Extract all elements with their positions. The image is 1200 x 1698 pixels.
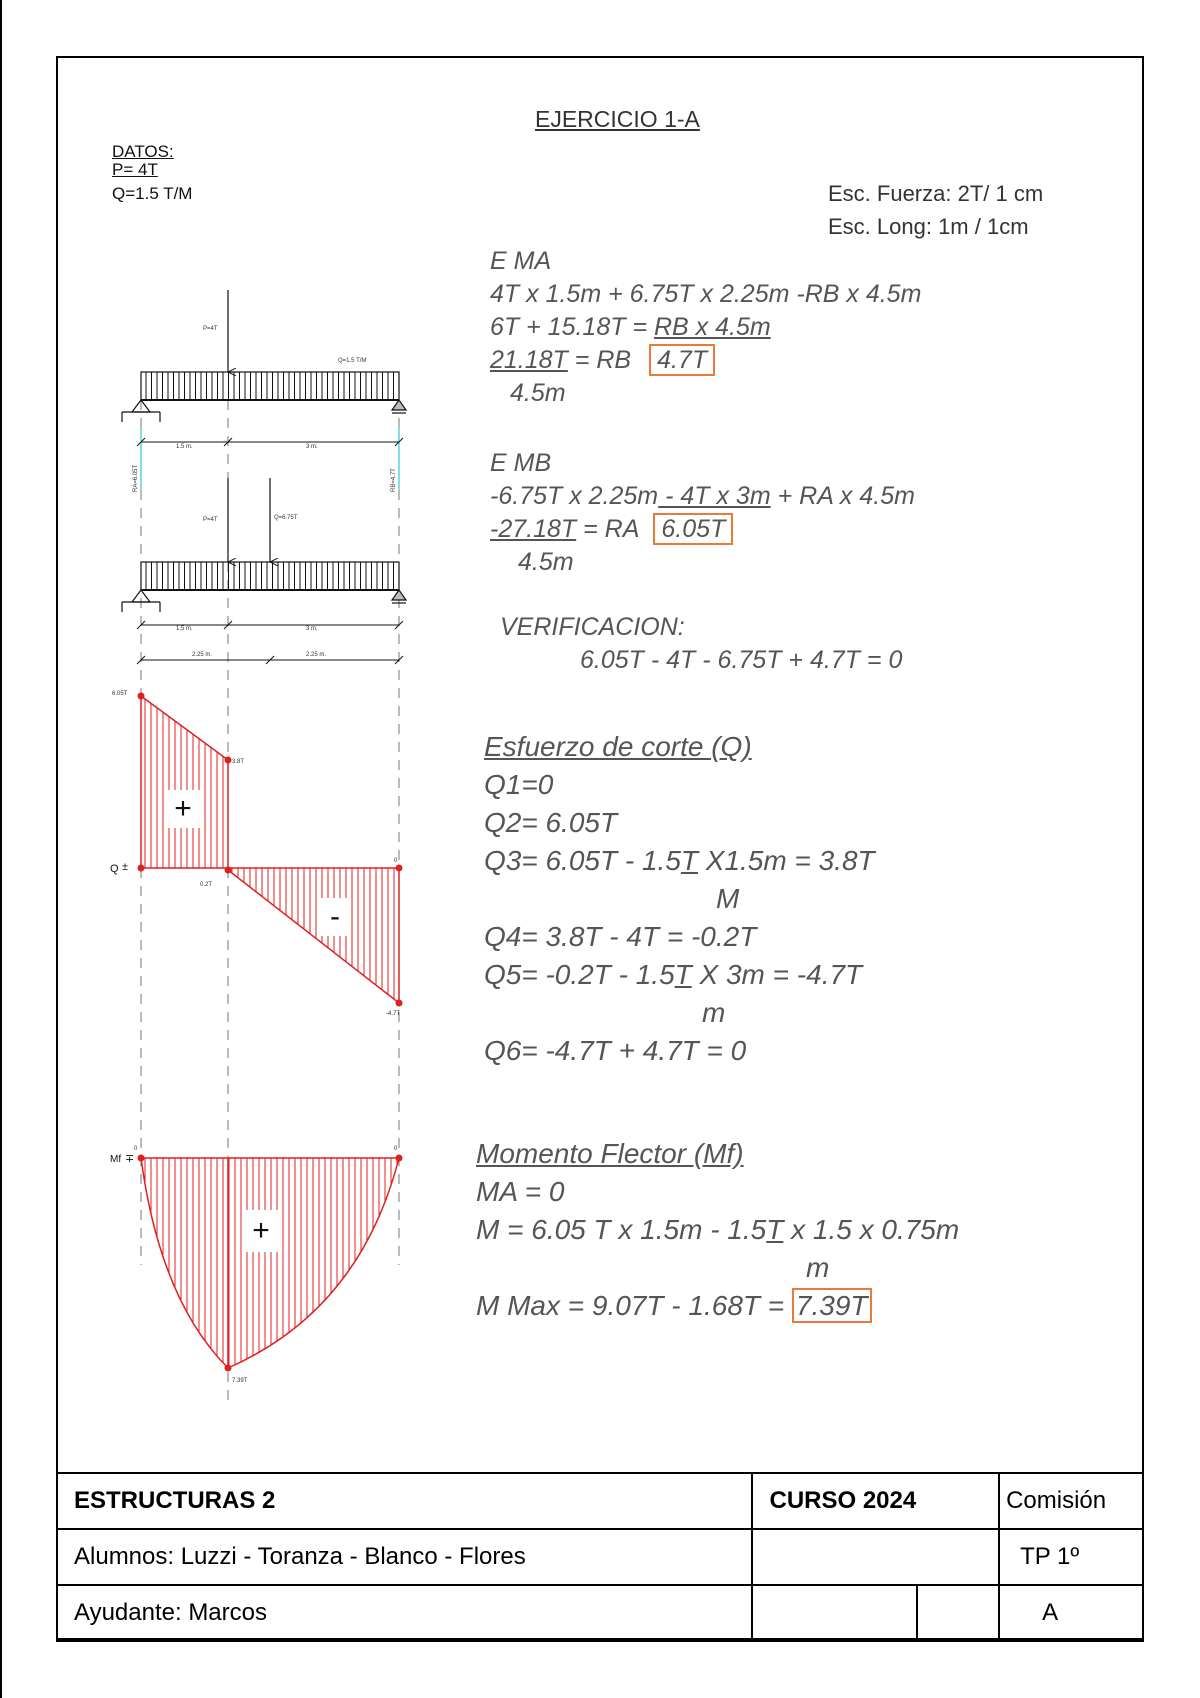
shear-axis-label: Q — [110, 863, 119, 875]
datos-p: P= 4T — [112, 160, 158, 179]
shear-q4: Q4= 3.8T - 4T = -0.2T — [484, 921, 757, 952]
shear-q5: Q5= -0.2T - 1.5T X 3m = -4.7T — [484, 959, 863, 990]
empty-cell-2 — [752, 1585, 917, 1641]
shear-outline — [141, 696, 399, 1003]
moment-m-unit: m — [806, 1252, 830, 1283]
shear-q3-unit: M — [716, 883, 740, 914]
dist-load-label: Q=1.5 T/M — [338, 358, 367, 364]
title-block — [56, 1472, 1144, 1642]
shear-q2: Q2= 6.05T — [484, 807, 618, 838]
emb-line1: -6.75T x 2.25m - 4T x 3m + RA x 4.5m — [490, 482, 915, 510]
dimension-1-5: 1.5 m. — [176, 444, 193, 450]
moment-heading: Momento Flector (Mf) — [476, 1138, 744, 1169]
resultant-load-label: Q=6.75T — [274, 515, 298, 521]
moment-ma: MA = 0 — [476, 1176, 565, 1207]
course-year: CURSO 2024 — [752, 1473, 999, 1529]
shear-label-0: 0 — [394, 858, 398, 864]
empty-cell-3 — [917, 1585, 999, 1641]
emb-heading: E MB — [490, 449, 552, 477]
moment-max: M Max = 9.07T - 1.68T = 7.39T — [476, 1287, 959, 1325]
dimension-3: 3 m. — [306, 444, 318, 450]
ema-line2: 6T + 15.18T = RB x 4.5m — [490, 313, 771, 341]
svg-text:±: ± — [122, 861, 129, 873]
exercise-title: EJERCICIO 1-A — [535, 106, 700, 132]
reaction-b-label: RB=4.7T — [391, 468, 397, 492]
shear-label-47: -4.7T — [386, 1011, 401, 1017]
point-load-label: P=4T — [203, 326, 218, 332]
shear-label-605: 6.05T — [112, 691, 128, 697]
scale-force: Esc. Fuerza: 2T/ 1 cm — [828, 181, 1044, 206]
moment-axis-label: Mf — [110, 1154, 122, 1165]
moment-diagram — [110, 1146, 403, 1384]
tp-number: TP 1º — [999, 1529, 1143, 1585]
course-name: ESTRUCTURAS 2 — [57, 1473, 752, 1529]
moment-label-0a: 0 — [134, 1146, 138, 1152]
moment-label-0b: 0 — [394, 1146, 398, 1152]
ra-result-box: 6.05T — [653, 513, 733, 545]
verification-equation: 6.05T - 4T - 6.75T + 4.7T = 0 — [580, 646, 903, 674]
students: Alumnos: Luzzi - Toranza - Blanco - Flores — [57, 1529, 752, 1585]
dimension-2-25-a: 2.25 m. — [192, 652, 213, 658]
ema-numerator: 21.18T — [490, 346, 568, 374]
group-letter: A — [999, 1585, 1143, 1641]
shear-positive-sign: + — [174, 792, 192, 825]
dimension-2-25-b: 2.25 m. — [306, 652, 327, 658]
dist-load-hatch — [146, 372, 394, 400]
emb-line2: -27.18T = RA 6.05T — [490, 513, 915, 546]
shear-q5-unit: m — [702, 997, 726, 1028]
emb-denominator: 4.5m — [518, 548, 574, 576]
datos-heading: DATOS: — [112, 142, 174, 161]
rb-result-box: 4.7T — [649, 344, 715, 376]
beam-1 — [122, 290, 406, 492]
shear-negative-sign: - — [330, 900, 340, 933]
shear-q6: Q6= -4.7T + 4.7T = 0 — [484, 1035, 747, 1066]
moment-curve — [141, 1158, 399, 1368]
dimension-1-5-b: 1.5 m. — [176, 626, 193, 632]
datos-q: Q=1.5 T/M — [112, 184, 193, 203]
beam-2 — [122, 478, 406, 664]
ema-denominator: 4.5m — [510, 379, 566, 407]
ema-heading: E MA — [490, 247, 552, 275]
ema-line1: 4T x 1.5m + 6.75T x 2.25m -RB x 4.5m — [490, 280, 922, 308]
shear-heading: Esfuerzo de corte (Q) — [484, 731, 752, 762]
shear-label-02: 0.2T — [200, 882, 213, 888]
shear-q1: Q1=0 — [484, 769, 554, 800]
moment-positive-sign: + — [252, 1214, 270, 1247]
support-b-2 — [392, 590, 406, 600]
shear-points — [138, 693, 403, 1007]
svg-text:∓: ∓ — [125, 1153, 135, 1165]
support-b — [392, 400, 406, 410]
point-load-label-2: P=4T — [203, 517, 218, 523]
emb-numerator: -27.18T — [490, 515, 577, 543]
assistant: Ayudante: Marcos — [57, 1585, 752, 1641]
moment-points — [138, 1155, 403, 1372]
ema-line3: 21.18T = RB 4.7T — [490, 344, 921, 377]
shear-diagram — [110, 690, 403, 1017]
mmax-result-box: 7.39T — [792, 1288, 872, 1323]
verification-heading: VERIFICACION: — [500, 613, 685, 641]
shear-label-38: 3.8T — [232, 759, 245, 765]
dimension-3-b: 3 m. — [306, 626, 318, 632]
reaction-a-label: RA=6.05T — [133, 464, 139, 492]
dist-load-hatch-2 — [146, 562, 394, 590]
moment-label-739: 7.39T — [232, 1378, 248, 1384]
empty-cell-1 — [752, 1529, 999, 1585]
comision-label: Comisión — [999, 1473, 1143, 1529]
moment-m: M = 6.05 T x 1.5m - 1.5T x 1.5 x 0.75m — [476, 1214, 960, 1245]
shear-q3: Q3= 6.05T - 1.5T X1.5m = 3.8T — [484, 845, 875, 876]
scale-length: Esc. Long: 1m / 1cm — [828, 214, 1029, 239]
